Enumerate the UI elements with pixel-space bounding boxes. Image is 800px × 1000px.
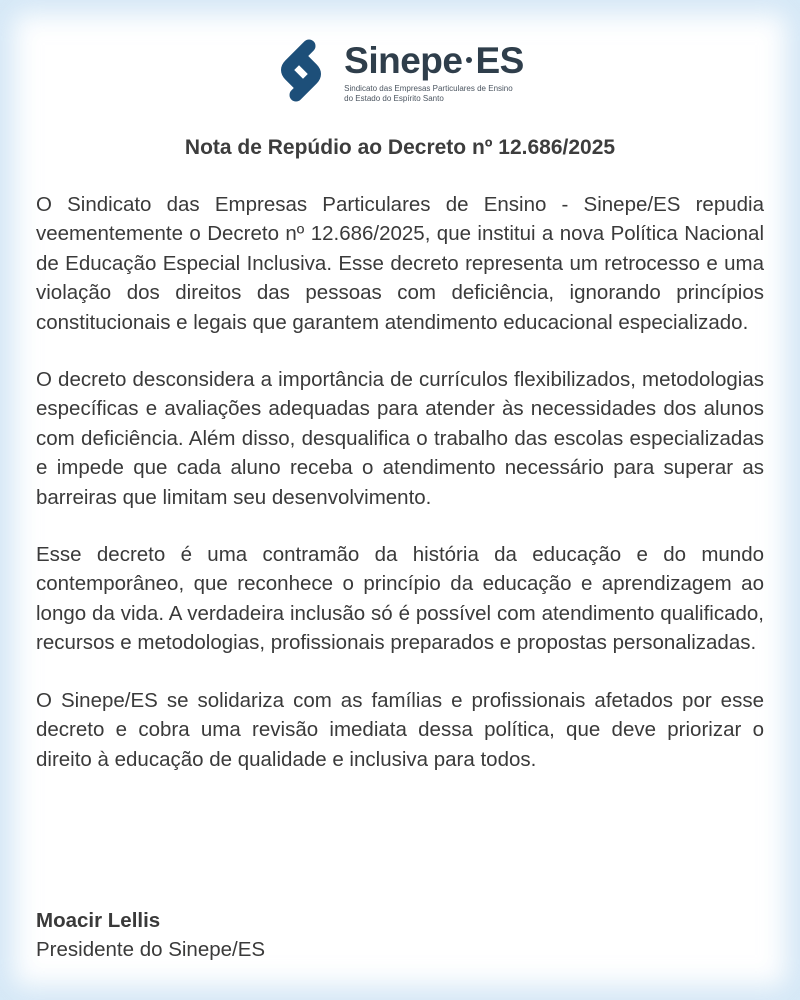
signatory-role: Presidente do Sinepe/ES: [36, 938, 266, 961]
paragraph-2: O decreto desconsidera a importância de currículos flexibilizados, metodologias específicas e avaliações adequadas para atender às necessidades dos alunos com deficiência. Além disso, desqualifica o trabalho das escolas especializadas e impede que cada aluno receba o atendimento necessário para superar as barreiras que limitam seu desenvolvimento.: [36, 368, 764, 509]
document-body: [36, 190, 764, 802]
paragraph-4: O Sinepe/ES se solidariza com as famílias e profissionais afetados por esse decreto e cobra uma revisão imediata dessa política, que deve priorizar o direito à educação de qualidade e inclusiva para todos.: [36, 688, 764, 771]
signature-block: [36, 906, 265, 964]
paragraph-3: Esse decreto é uma contramão da história da educação e do mundo contemporâneo, que reconhece o princípio da educação e aprendizagem ao longo da vida. A verdadeira inclusão só é possível com atendimento qualificado, recursos e metodologias, profissionais preparados e propostas personalizadas.: [36, 543, 764, 655]
document-title: Nota de Repúdio ao Decreto nº 12.686/2025: [184, 136, 616, 159]
sinepe-logo-mark-icon: [276, 37, 334, 107]
signatory-name: Moacir Lellis: [36, 909, 161, 932]
brand-tagline: Sindicato das Empresas Particulares de Ensino do Estado do Espírito Santo: [344, 83, 513, 103]
sinepe-logo: [0, 32, 800, 112]
paragraph-1: O Sindicato das Empresas Particulares de Ensino - Sinepe/ES repudia veementemente o Decreto nº 12.686/2025, que institui a nova Política Nacional de Educação Especial Inclusiva. Esse decreto representa um retrocesso e uma violação dos direitos das pessoas com deficiência, ignorando princípios constitucionais e legais que garantem atendimento educacional especializado.: [36, 193, 764, 334]
brand-name: Sinepe ES: [344, 39, 524, 81]
